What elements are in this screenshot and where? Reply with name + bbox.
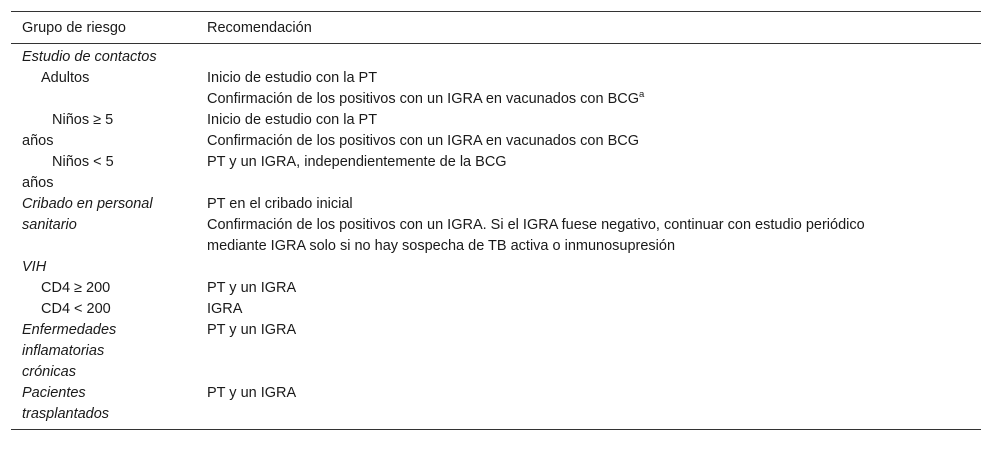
group-line: Cribado en personal (22, 196, 153, 212)
recommendation-line: PT y un IGRA (207, 280, 297, 296)
table-row (11, 257, 981, 278)
recommendation-cell (196, 320, 981, 383)
recommendation-cell (196, 68, 981, 110)
group-line: años (22, 175, 54, 191)
group-line: Enfermedades (22, 322, 117, 338)
recommendation-line: Confirmación de los positivos con un IGRA. Si el IGRA fuese negativo, continuar con estudio periódico (207, 217, 865, 233)
header-recommendation: Recomendación (207, 19, 312, 36)
table-row (11, 68, 981, 110)
recommendation-cell (196, 110, 981, 152)
table-row (11, 194, 981, 257)
table-row (11, 383, 981, 425)
group-cell: CD4 ≥ 200 (41, 280, 111, 296)
recommendation-cell (196, 152, 981, 194)
recommendation-cell (196, 194, 981, 257)
group-line: Pacientes (22, 385, 86, 401)
recommendation-line: mediante IGRA solo si no hay sospecha de TB activa o inmunosupresión (207, 238, 676, 254)
recommendation-line: PT y un IGRA, independientemente de la BCG (207, 154, 507, 170)
recommendation-cell (196, 257, 981, 278)
recommendation-line: Inicio de estudio con la PT (207, 112, 378, 128)
group-cell (11, 194, 196, 257)
recommendation-text: Confirmación de los positivos con un IGRA en vacunados con BCG (207, 91, 640, 107)
group-line: sanitario (22, 217, 77, 233)
group-cell (11, 383, 196, 425)
group-cell: Adultos (41, 70, 90, 86)
group-cell (11, 320, 196, 383)
group-cell (11, 152, 196, 194)
recommendation-cell (196, 47, 981, 68)
table-bottom-rule (11, 429, 981, 430)
group-line: trasplantados (22, 406, 110, 422)
group-cell: CD4 < 200 (41, 301, 111, 317)
group-line: Niños ≥ 5 (52, 112, 114, 128)
table-row (11, 152, 981, 194)
group-line: crónicas (22, 364, 76, 380)
recommendation-line (207, 89, 981, 110)
group-cell: VIH (22, 259, 47, 275)
recommendation-cell (196, 278, 981, 299)
recommendation-cell (196, 383, 981, 425)
table-row (11, 320, 981, 383)
recommendations-table (11, 11, 981, 430)
table-row (11, 110, 981, 152)
header-group: Grupo de riesgo (22, 19, 126, 36)
group-cell (11, 110, 196, 152)
table-header (11, 12, 981, 43)
group-line: años (22, 133, 54, 149)
table-body (11, 44, 981, 429)
recommendation-line: PT y un IGRA (207, 322, 297, 338)
table-row (11, 47, 981, 68)
recommendation-line: Inicio de estudio con la PT (207, 70, 378, 86)
table-row (11, 278, 981, 299)
group-cell: Estudio de contactos (22, 49, 157, 65)
recommendation-cell (196, 299, 981, 320)
recommendation-line: Confirmación de los positivos con un IGRA en vacunados con BCG (207, 133, 640, 149)
recommendation-line: PT en el cribado inicial (207, 196, 353, 212)
recommendation-line: IGRA (207, 301, 243, 317)
footnote-mark: a (639, 89, 645, 100)
recommendation-line: PT y un IGRA (207, 385, 297, 401)
table-row (11, 299, 981, 320)
group-line: Niños < 5 (52, 154, 114, 170)
group-line: inflamatorias (22, 343, 105, 359)
